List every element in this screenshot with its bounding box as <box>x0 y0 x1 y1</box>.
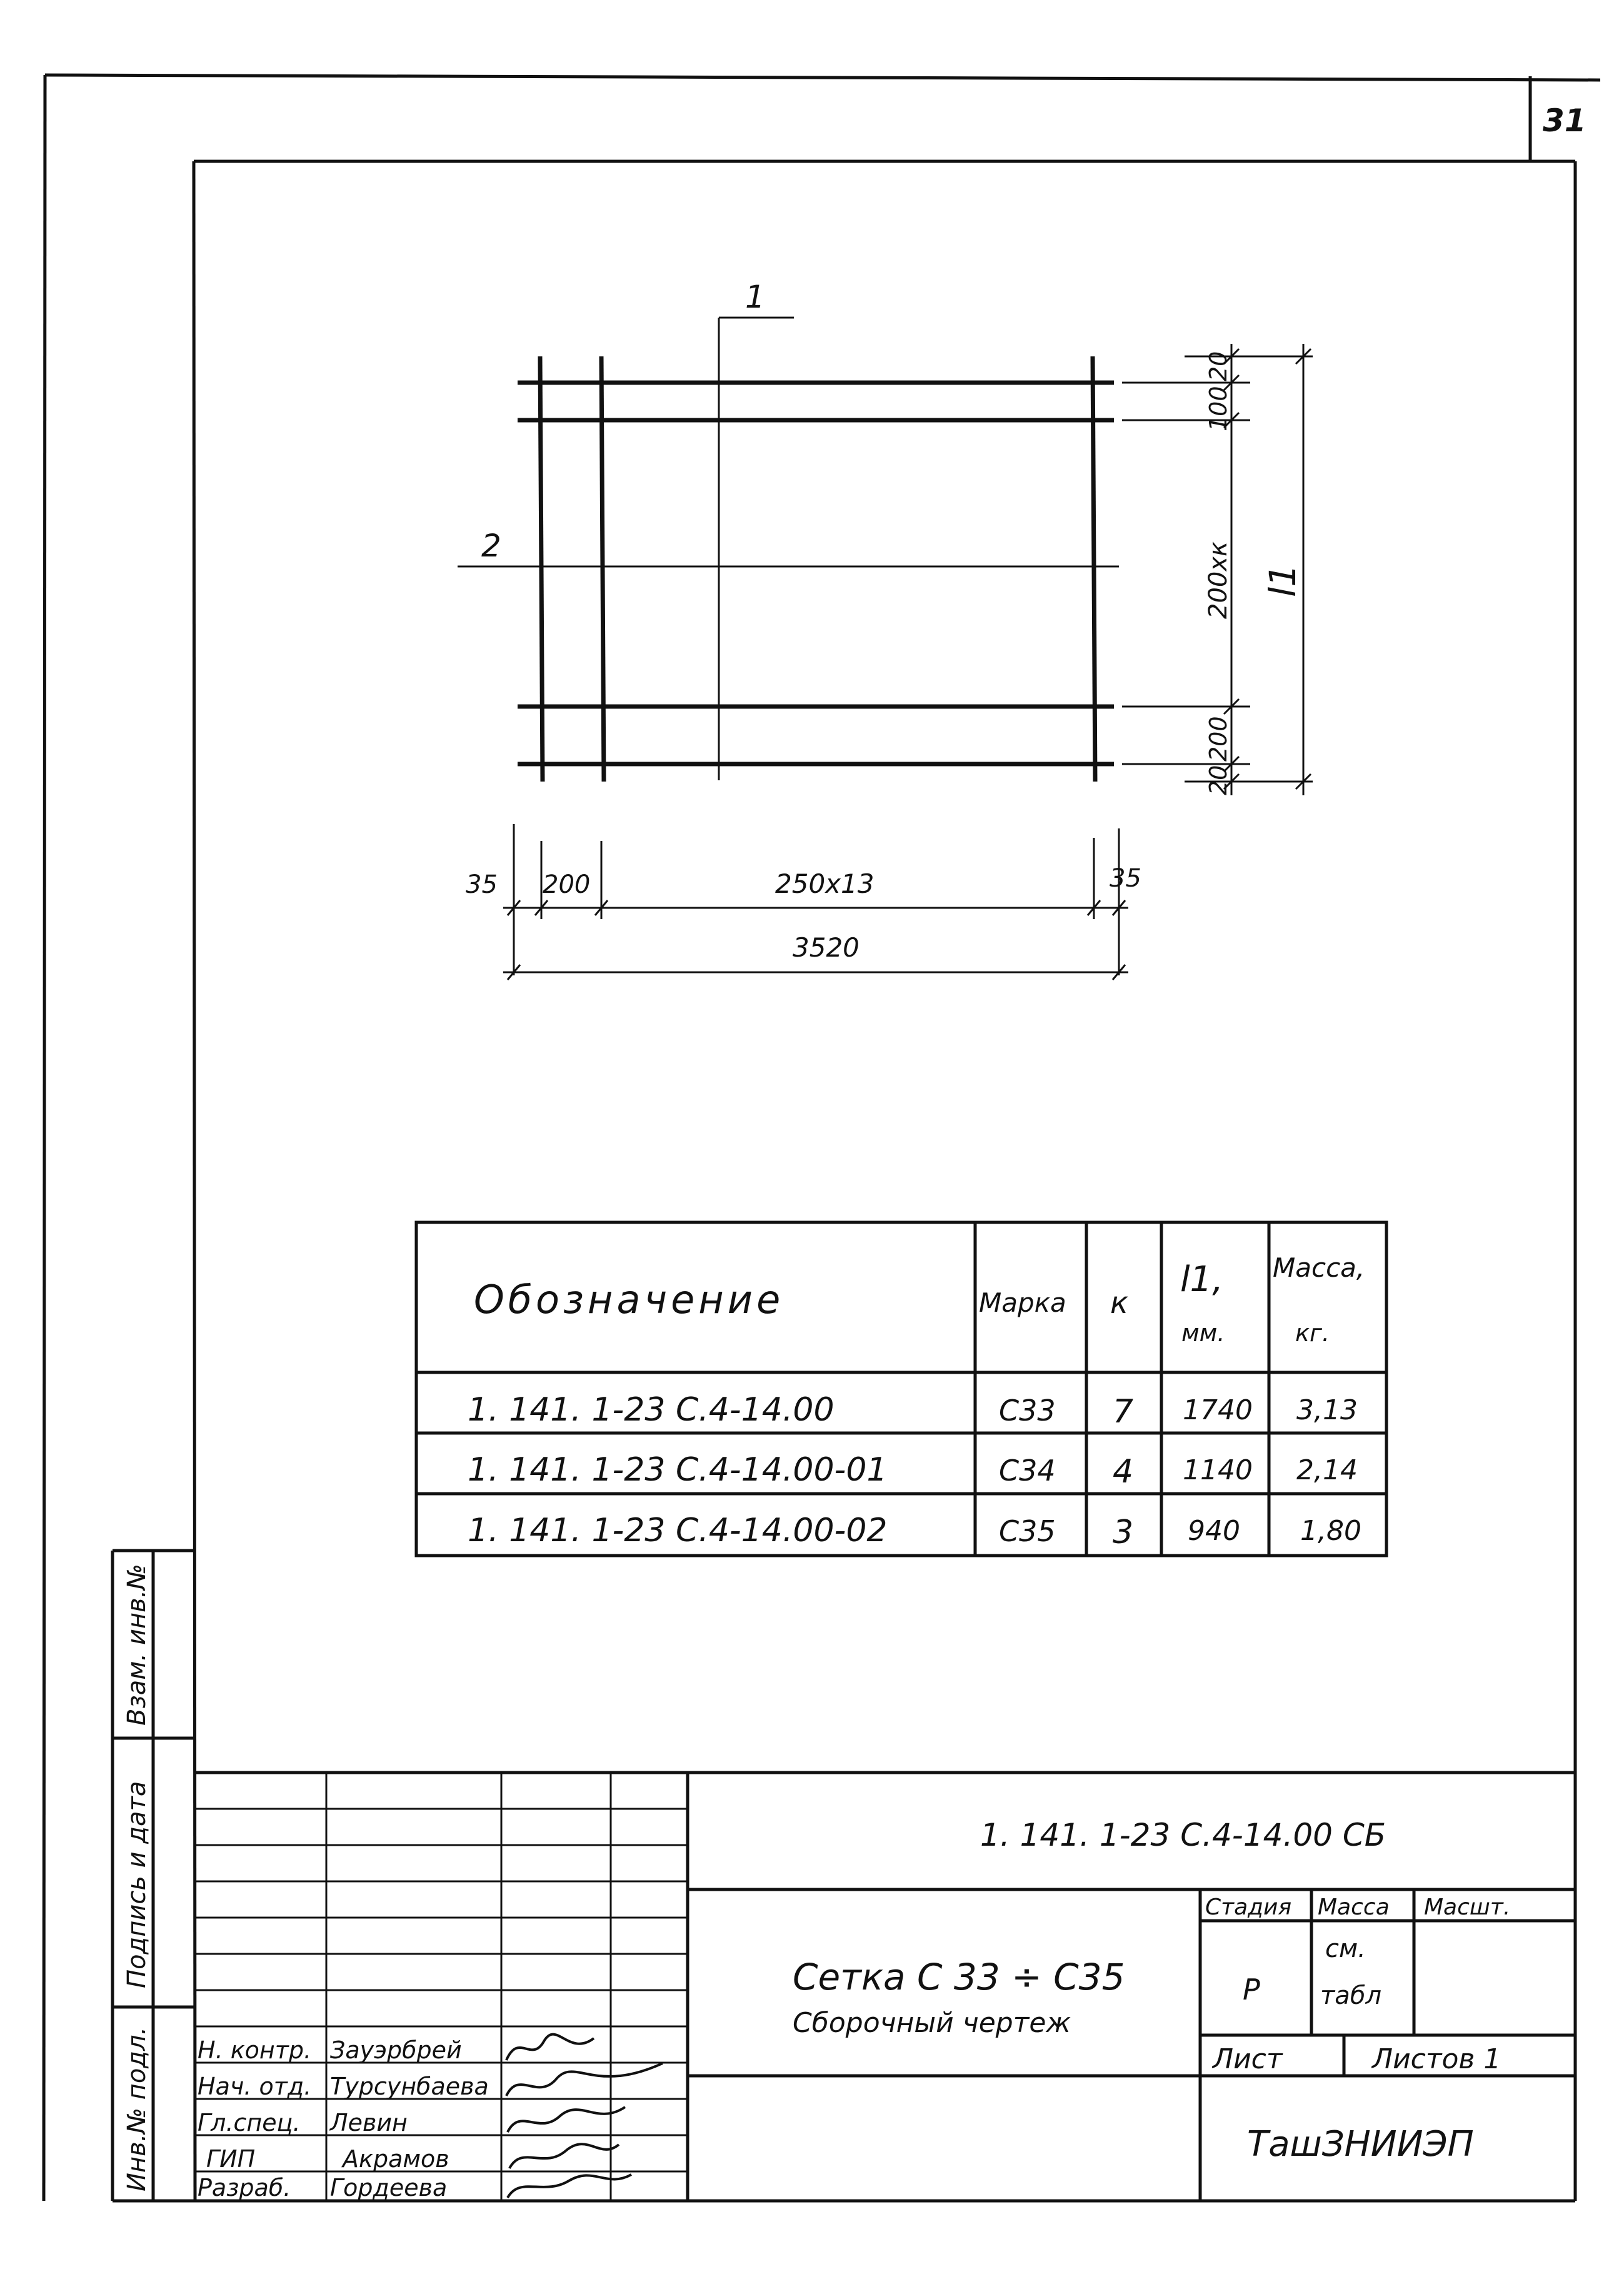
signature-1 <box>506 2035 594 2060</box>
header-mark: Марка <box>979 1287 1066 1318</box>
header-mass: Масса, <box>1273 1252 1365 1283</box>
staff-row <box>198 2174 447 2201</box>
staff-role: Разраб. <box>198 2174 291 2201</box>
header-l1-unit: мм. <box>1181 1319 1225 1347</box>
row-mass: 2,14 <box>1296 1454 1358 1486</box>
staff-role: ГИП <box>206 2145 256 2173</box>
staff-name: Левин <box>330 2109 408 2136</box>
row-designation: 1. 141. 1-23 С.4-14.00-01 <box>468 1451 888 1489</box>
dim-20-top: 20 <box>1205 351 1232 381</box>
mass-value-2: табл <box>1320 1981 1382 2010</box>
table-row <box>468 1391 1358 1431</box>
stage-label: Стадия <box>1205 1894 1292 1920</box>
title-block <box>195 1773 1575 2201</box>
header-k: к <box>1110 1285 1128 1321</box>
signature-4 <box>509 2144 619 2168</box>
table-row <box>468 1451 1358 1491</box>
header-mass-unit: кг. <box>1295 1319 1330 1347</box>
signature-3 <box>508 2107 625 2132</box>
signature-2 <box>506 2063 663 2096</box>
row-mass: 3,13 <box>1296 1394 1358 1426</box>
staff-role: Нач. отд. <box>198 2073 312 2100</box>
staff-row <box>206 2145 449 2173</box>
mass-value-1: см. <box>1325 1934 1366 1963</box>
row-mark: С34 <box>999 1454 1056 1487</box>
dim-35-left: 35 <box>466 870 498 899</box>
dim-250x13: 250х13 <box>775 868 875 899</box>
staff-role: Н. контр. <box>198 2036 312 2064</box>
callout-1: 1 <box>745 279 765 315</box>
dim-3520: 3520 <box>793 932 860 963</box>
callout-2: 2 <box>481 528 501 564</box>
doc-subtitle: Сборочный чертеж <box>793 2007 1071 2039</box>
row-mark: С35 <box>999 1514 1056 1548</box>
scale-label: Масшт. <box>1424 1894 1511 1920</box>
row-k: 7 <box>1113 1393 1134 1431</box>
staff-name: Зауэрбрей <box>330 2036 462 2064</box>
header-l1: l1, <box>1180 1259 1223 1300</box>
dim-200: 200 <box>543 870 591 899</box>
staff-row <box>198 2036 462 2064</box>
signature-5 <box>508 2175 631 2198</box>
row-l1: 940 <box>1188 1515 1240 1547</box>
staff-row <box>198 2073 489 2100</box>
longitudinal-bars <box>518 383 1114 764</box>
header-designation: Обозначение <box>474 1277 784 1322</box>
row-l1: 1140 <box>1183 1454 1253 1486</box>
dim-35-right: 35 <box>1110 864 1141 893</box>
dim-l1: l1 <box>1261 563 1304 597</box>
row-mark: С33 <box>999 1394 1056 1427</box>
dim-20-bottom: 20 <box>1205 765 1232 795</box>
row-designation: 1. 141. 1-23 С.4-14.00 <box>468 1391 835 1429</box>
signatures <box>506 2035 663 2198</box>
dim-200xk: 200хк <box>1204 541 1233 619</box>
staff-name: Турсунбаева <box>330 2073 489 2100</box>
mass-label: Масса <box>1318 1894 1390 1920</box>
dim-100: 100 <box>1205 386 1232 431</box>
sheet-number: 31 <box>1543 103 1586 139</box>
staff-row <box>198 2109 408 2136</box>
staff-name: Гордеева <box>330 2174 448 2201</box>
stamp-sign-date: Подпись и дата <box>123 1781 151 1988</box>
sheet-label: Лист <box>1213 2043 1283 2075</box>
table-row <box>468 1512 1361 1551</box>
row-k: 4 <box>1113 1453 1134 1491</box>
stamp-inv-podl: Инв.№ подл. <box>123 2026 151 2191</box>
row-mass: 1,80 <box>1300 1515 1361 1547</box>
spec-table <box>416 1222 1386 1556</box>
sheets-label: Листов 1 <box>1372 2043 1501 2075</box>
organization: ТашЗНИИЭП <box>1247 2124 1474 2165</box>
dim-200-bottom: 200 <box>1205 716 1232 762</box>
staff-name: Акрамов <box>343 2145 449 2173</box>
stage-value: Р <box>1243 1973 1260 2006</box>
row-designation: 1. 141. 1-23 С.4-14.00-02 <box>468 1512 888 1549</box>
staff-role: Гл.спец. <box>198 2109 301 2136</box>
mesh-drawing <box>458 279 1313 980</box>
doc-code: 1. 141. 1-23 С.4-14.00 СБ <box>980 1817 1386 1853</box>
row-k: 3 <box>1113 1514 1134 1551</box>
doc-title: Сетка С 33 ÷ С35 <box>793 1956 1125 1998</box>
side-stamp <box>113 1551 195 2201</box>
row-l1: 1740 <box>1183 1394 1253 1426</box>
section-lines <box>458 318 1119 780</box>
stamp-inv-vzam: Взам. инв.№ <box>123 1564 151 1726</box>
